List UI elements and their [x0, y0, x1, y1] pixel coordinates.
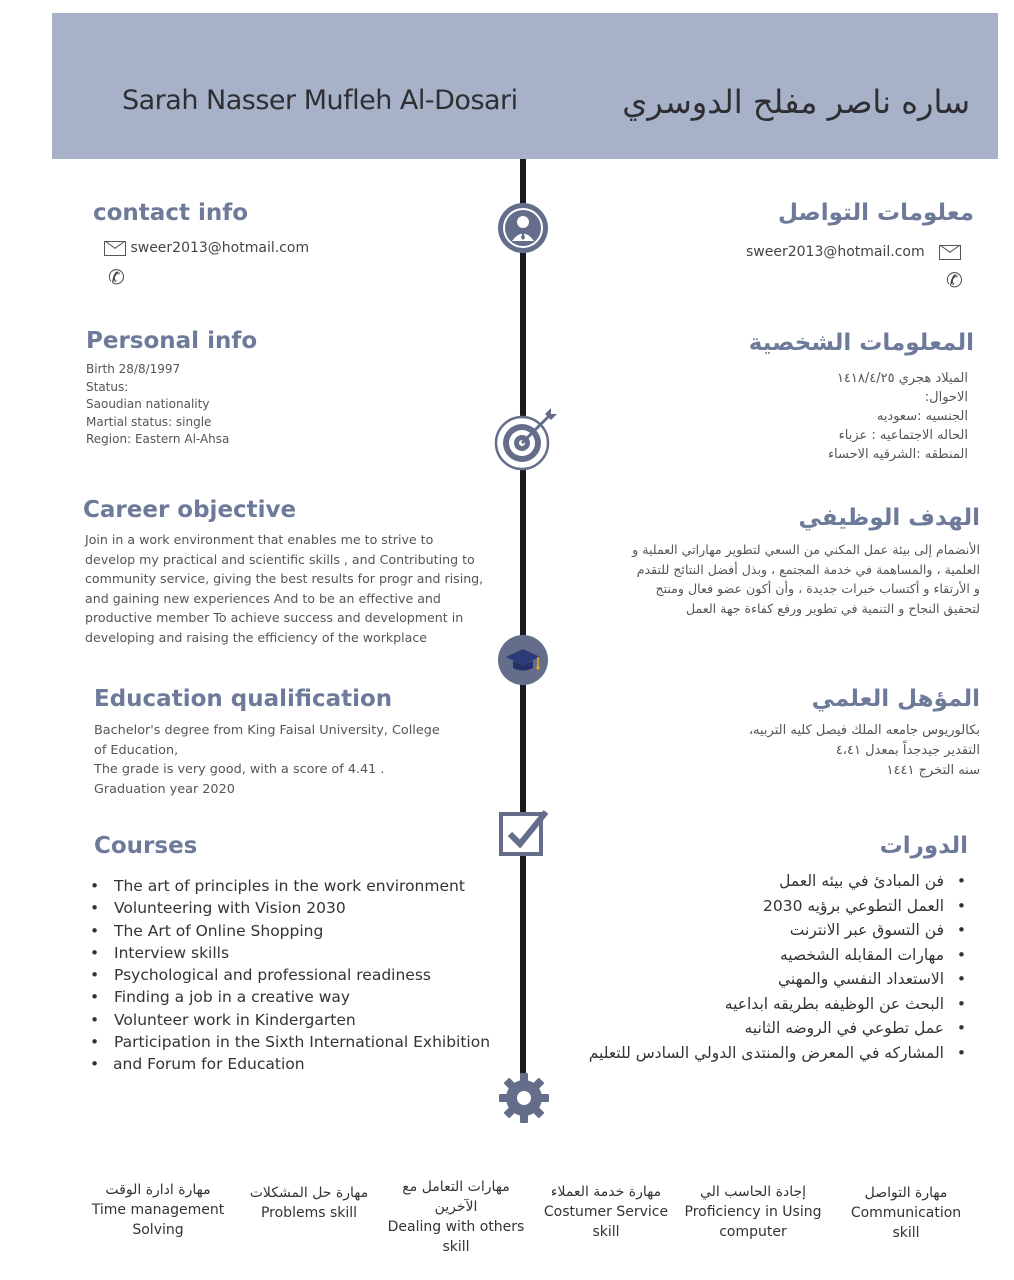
course-item: • العمل التطوعي برؤيه 2030: [589, 894, 966, 919]
timeline-spine: [520, 159, 526, 1099]
course-item: • Participation in the Sixth International Exhibition: [90, 1031, 490, 1053]
skill-label-en: Costumer Service: [543, 1204, 669, 1220]
course-item: • الاستعداد النفسي والمهني: [589, 967, 966, 992]
education-text-ar: [749, 721, 980, 781]
skill-label-ar: مهارة حل المشكلات: [249, 1185, 369, 1201]
course-item: • مهارات المقابله الشخصيه: [589, 943, 966, 968]
career-line: developing and raising the efficiency of the workplace: [85, 629, 428, 645]
course-item: • Psychological and professional readiness: [90, 964, 490, 986]
personal-line: الاحوال:: [924, 390, 968, 405]
personal-heading-ar: المعلومات الشخصية: [748, 330, 974, 356]
education-line: Bachelor's degree from King Faisal University, College: [94, 723, 440, 738]
skill-label-en: Problems skill: [260, 1205, 358, 1221]
education-line: Graduation year 2020: [94, 781, 235, 797]
personal-line: الميلاد هجري ١٤١٨/٤/٢٥: [836, 371, 968, 386]
skill-label-en: Time management: [91, 1202, 225, 1218]
skill-communication: [838, 1183, 974, 1243]
skill-computer: [680, 1182, 826, 1242]
course-item-continued: [90, 1053, 490, 1075]
envelope-icon: [939, 245, 961, 260]
envelope-icon: [104, 241, 126, 256]
skill-label-ar: مهارة ادارة الوقت: [105, 1182, 211, 1198]
contact-email-en: [104, 240, 309, 256]
personal-info-ar: [828, 369, 968, 464]
personal-line: Saoudian nationality: [86, 397, 210, 411]
phone-icon: ✆: [946, 268, 963, 292]
skill-label-en: Solving: [132, 1222, 184, 1238]
education-line: The grade is very good, with a score of 4.41 .: [94, 762, 385, 778]
personal-line: Region: Eastern Al-Ahsa: [86, 432, 230, 446]
career-text-en: [85, 530, 483, 647]
career-line: and gaining new experiences And to be an effective and: [85, 590, 441, 606]
email-text[interactable]: sweer2013@hotmail.com: [746, 244, 925, 260]
skill-label-ar: مهارة خدمة العملاء: [550, 1184, 662, 1200]
course-item: • فن التسوق عبر الانترنت: [589, 918, 966, 943]
career-line: الأنضمام إلى بيئة عمل المكني من السعي لتطوير مهاراتي العملية و: [632, 542, 980, 557]
skill-label-en: Communication: [850, 1205, 962, 1221]
education-heading-en: Education qualification: [94, 686, 393, 712]
education-line: سنه التخرج ١٤٤١: [886, 763, 980, 778]
course-item: • The art of principles in the work environment: [90, 875, 490, 897]
checkbox-icon: [498, 806, 550, 858]
skill-label-en: skill: [592, 1224, 620, 1240]
education-line: بكالوريوس جامعه الملك فيصل كليه التربيه،: [748, 723, 980, 738]
career-line: العلمية ، والمساهمة في خدمة المجتمع ، وبذل أفضل النتائج للتقدم: [636, 561, 980, 577]
courses-list-en: [90, 875, 490, 1076]
skill-label-en: computer: [719, 1224, 787, 1240]
course-item: • The Art of Online Shopping: [90, 920, 490, 942]
personal-line: Martial status: single: [86, 414, 212, 429]
career-line: productive member To achieve success and development in: [85, 610, 464, 625]
courses-heading-ar: الدورات: [879, 833, 968, 859]
graduation-cap-icon: [498, 635, 548, 685]
person-icon: [498, 203, 548, 253]
courses-heading-en: Courses: [94, 833, 198, 859]
skill-label-ar: إجادة الحاسب الي: [699, 1184, 807, 1200]
personal-line: الجنسيه :سعوديه: [876, 409, 968, 424]
course-item: • عمل تطوعي في الروضه الثانيه: [589, 1016, 966, 1041]
career-line: و الأرتقاء و أكتساب خبرات جديدة ، وأن أكون عضو فعال ومنتج: [655, 581, 980, 596]
email-text[interactable]: sweer2013@hotmail.com: [130, 240, 310, 256]
personal-heading-en: Personal info: [86, 328, 258, 354]
contact-heading-en: contact info: [93, 200, 249, 226]
career-text-ar: [632, 540, 980, 618]
personal-line: المنطقه :الشرقيه الاحساء: [827, 447, 968, 462]
personal-line: Status:: [86, 379, 129, 394]
personal-line: الحاله الاجتماعيه : عزباء: [838, 428, 968, 443]
gear-icon: [497, 1071, 551, 1125]
skill-time-management: [86, 1180, 230, 1240]
skill-label-ar: مهارة التواصل: [864, 1185, 948, 1201]
phone-icon: ✆: [108, 265, 125, 289]
name-english: Sarah Nasser Mufleh Al-Dosari: [122, 85, 518, 116]
skill-label-en: Proficiency in Using: [684, 1204, 822, 1220]
target-icon: [493, 406, 559, 472]
skill-customer-service: [538, 1182, 674, 1242]
career-line: community service, giving the best results for progr and rising,: [85, 571, 484, 586]
education-text-en: [94, 721, 440, 799]
skill-label-en: Dealing with others: [387, 1219, 525, 1235]
name-arabic: ساره ناصر مفلح الدوسري: [622, 83, 970, 121]
education-heading-ar: المؤهل العلمي: [811, 686, 980, 712]
career-heading-ar: الهدف الوظيفي: [798, 505, 980, 531]
skill-label-ar: مهارات التعامل مع الآخرين: [402, 1179, 510, 1215]
contact-email-ar: [746, 244, 961, 260]
courses-list-ar: [589, 869, 966, 1065]
course-item: • Finding a job in a creative way: [90, 986, 490, 1008]
education-line: التقدير جيدجداً بمعدل ٤،٤١: [835, 743, 980, 758]
course-item-text: and Forum for Education: [113, 1055, 305, 1074]
skill-problem-solving: [236, 1183, 382, 1223]
course-item: • Volunteer work in Kindergarten: [90, 1009, 490, 1031]
header-banner: [52, 13, 998, 159]
career-line: لتحقيق النجاح و التنمية في تطوير ورفع كفاءة جهة العمل: [685, 600, 980, 616]
education-line: of Education,: [94, 742, 179, 758]
skill-label-en: skill: [892, 1225, 920, 1241]
skill-label-en: skill: [442, 1239, 470, 1255]
career-line: develop my practical and scientific skills , and Contributing to: [85, 551, 475, 567]
personal-line: Birth 28/8/1997: [86, 362, 181, 376]
course-item: • البحث عن الوظيفه بطريقه ابداعيه: [589, 992, 966, 1017]
course-item: • Volunteering with Vision 2030: [90, 897, 490, 919]
personal-info-en: [86, 361, 229, 449]
course-item: • فن المبادئ في بيئه العمل: [589, 869, 966, 894]
course-item: • المشاركه في المعرض والمنتدى الدولي السادس للتعليم: [589, 1041, 966, 1066]
career-heading-en: Career objective: [83, 497, 297, 523]
course-item: • Interview skills: [90, 942, 490, 964]
contact-heading-ar: معلومات التواصل: [778, 200, 974, 226]
career-line: Join in a work environment that enables me to strive to: [85, 532, 434, 547]
skill-dealing-with-others: [386, 1177, 526, 1257]
